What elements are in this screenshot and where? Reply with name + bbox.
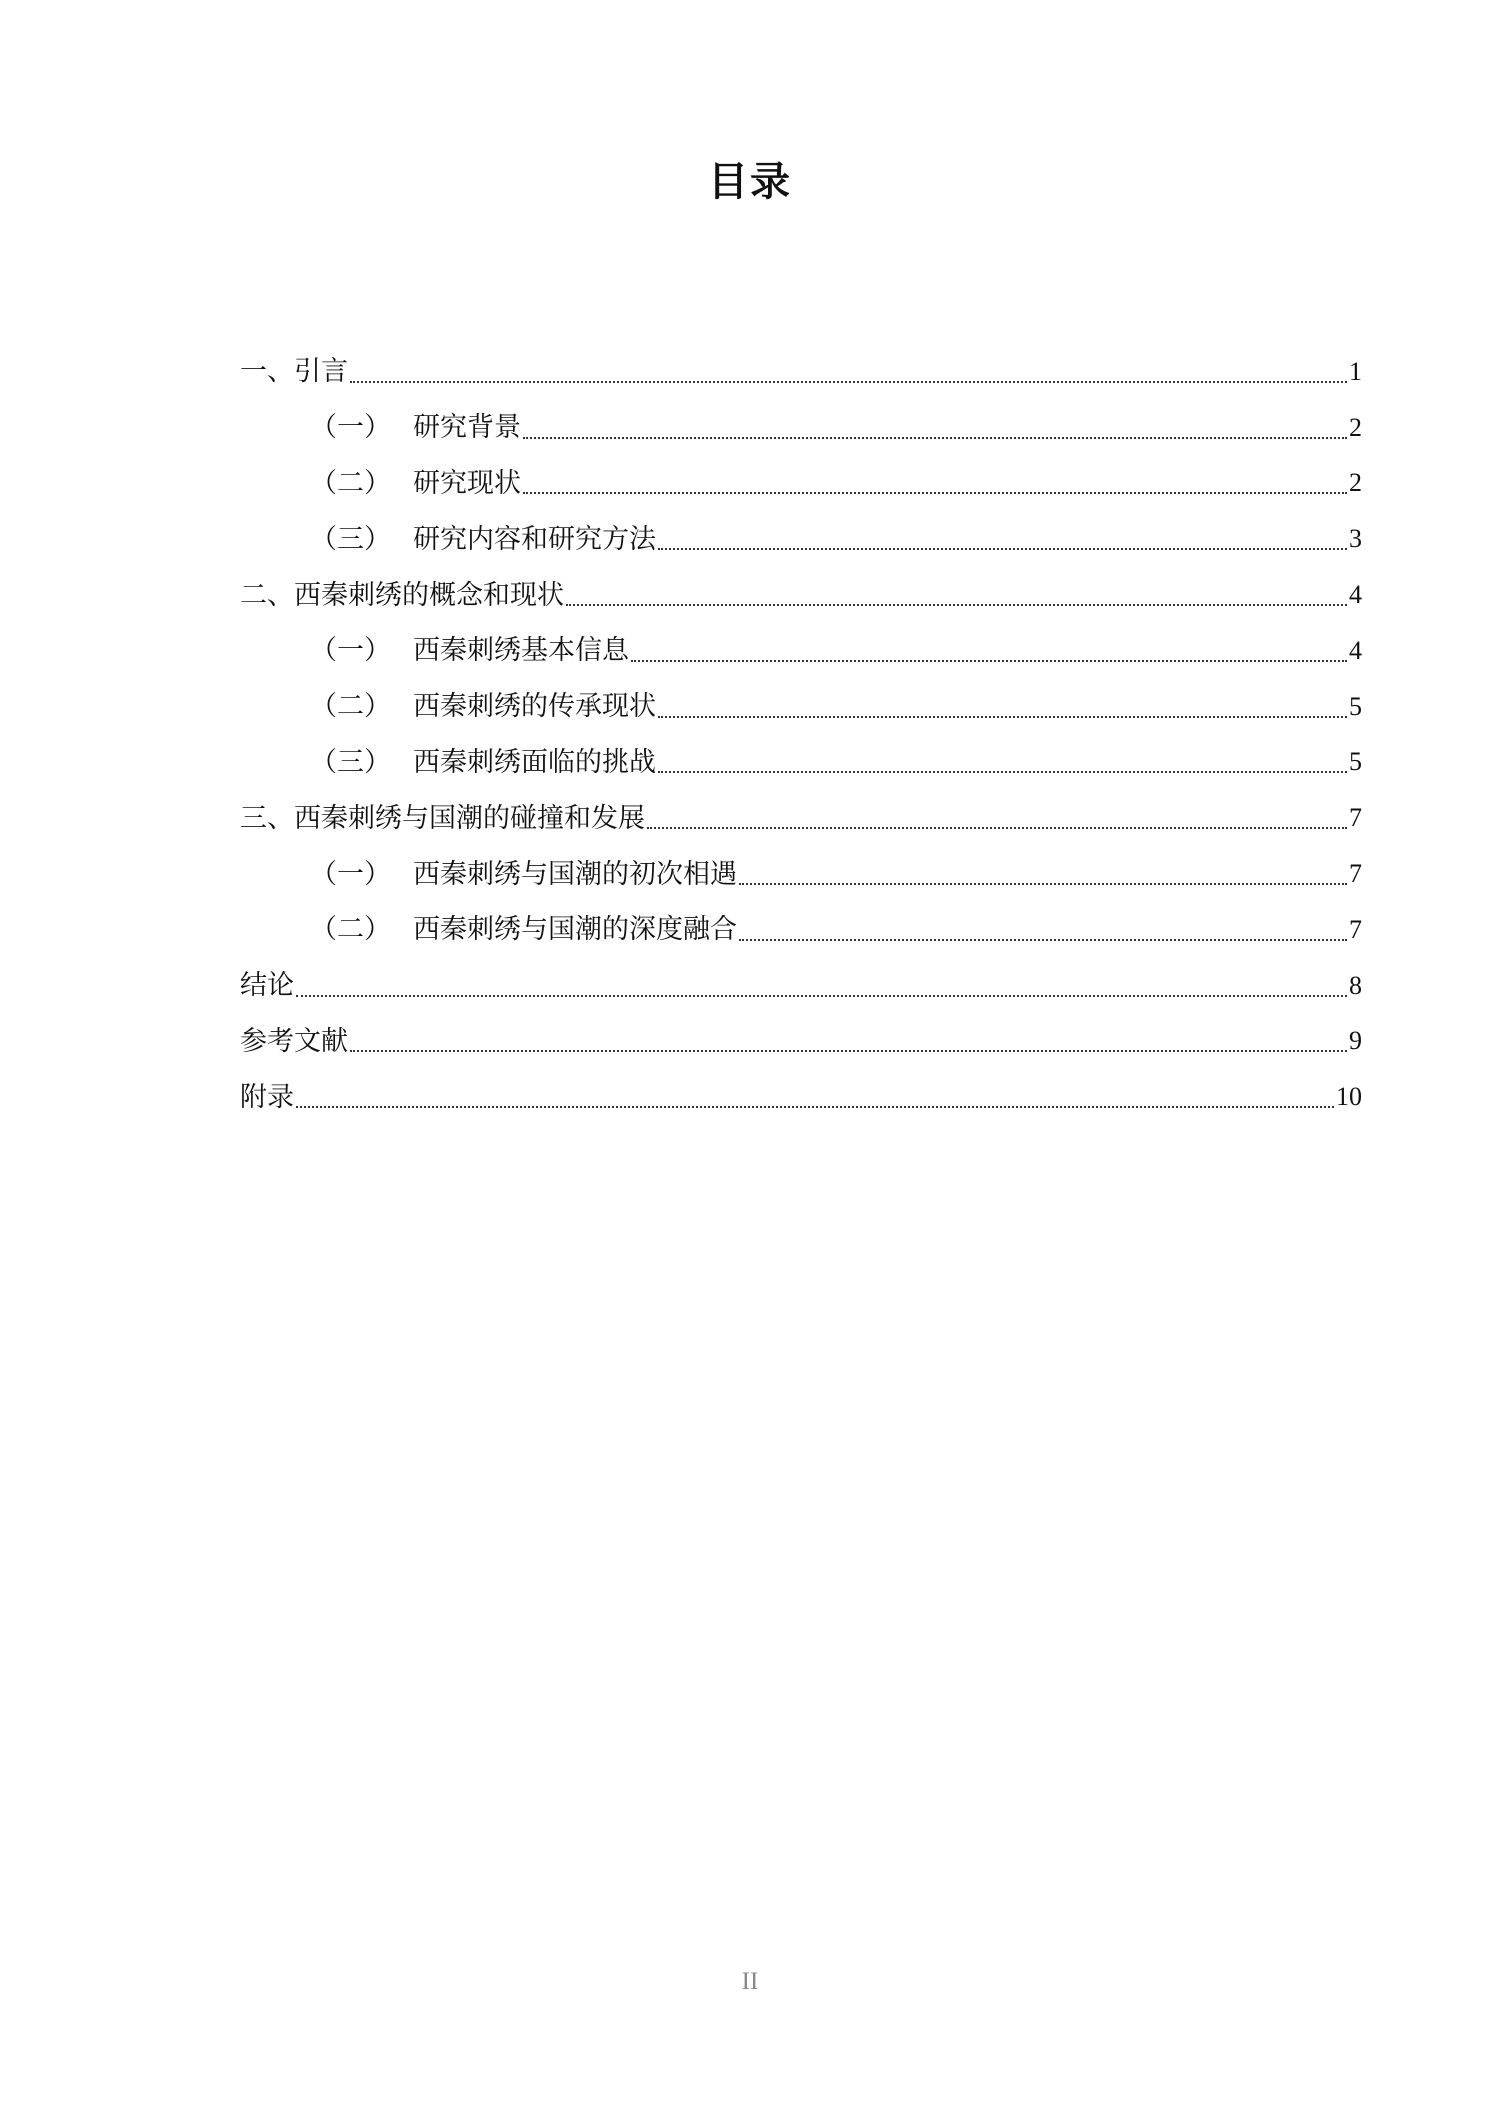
toc-entry-title: 研究内容和研究方法 [413,523,656,555]
toc-entry-marker: （二） [310,914,391,946]
dot-leader [658,548,1347,550]
toc-page-number: 5 [1349,747,1362,777]
toc-entry[interactable] [240,790,1362,846]
toc-entry-label [240,579,564,611]
dot-leader [739,883,1347,885]
toc-entry-label [240,1025,348,1057]
toc-page-number: 4 [1349,580,1362,610]
toc-entry-title: 参考文献 [240,1025,348,1057]
dot-leader [658,716,1347,718]
toc-entry-title: 三、西秦刺绣与国潮的碰撞和发展 [240,802,645,834]
toc-page-number: 7 [1349,859,1362,889]
page-title: 目录 [708,159,792,205]
toc-entry-title: 研究现状 [413,467,521,499]
toc-entry[interactable] [240,846,1362,902]
toc-entry-label [310,858,737,890]
toc-entry[interactable] [240,1069,1362,1125]
toc-entry-title: 西秦刺绣与国潮的初次相遇 [413,858,737,890]
toc-entry[interactable] [240,567,1362,623]
toc-entry-marker: （二） [310,467,391,499]
toc-page-number: 4 [1349,635,1362,665]
toc-entry[interactable] [240,400,1362,456]
toc-entry[interactable] [240,344,1362,400]
toc-page-number: 7 [1349,803,1362,833]
page-number-footer: II [741,1968,759,1995]
toc-entry-title: 研究背景 [413,412,521,444]
dot-leader [350,1050,1347,1052]
dot-leader [350,381,1347,383]
toc-entry-label [310,746,656,778]
toc-entry-label [310,914,737,946]
toc-entry-label [310,412,521,444]
toc-entry-label [310,467,521,499]
toc-entry-label [310,691,656,723]
toc-entry-marker: （一） [310,635,391,667]
dot-leader [523,437,1347,439]
toc-entry-marker: （一） [310,412,391,444]
toc-page-number: 1 [1349,356,1362,386]
toc-entry-label [310,635,629,667]
toc-entry[interactable] [240,958,1362,1014]
toc-entry-title: 二、西秦刺绣的概念和现状 [240,579,564,611]
toc-entry[interactable] [240,511,1362,567]
toc-entry-marker: （二） [310,691,391,723]
toc-entry[interactable] [240,456,1362,512]
toc-entry-title: 附录 [240,1081,294,1113]
toc-entry-title: 结论 [240,970,294,1002]
dot-leader [658,771,1347,773]
toc-entry[interactable] [240,1014,1362,1070]
dot-leader [566,604,1347,606]
dot-leader [296,1106,1334,1108]
toc-entry-label [240,970,294,1002]
toc-entry-label [310,523,656,555]
toc-entry-marker: （三） [310,746,391,778]
toc-entry-title: 西秦刺绣的传承现状 [413,691,656,723]
toc-entry-title: 西秦刺绣基本信息 [413,635,629,667]
toc-page-number: 2 [1349,412,1362,442]
toc-entry-marker: （一） [310,858,391,890]
dot-leader [647,827,1347,829]
toc-list [240,344,1362,1125]
toc-entry[interactable] [240,679,1362,735]
toc-page-number: 7 [1349,914,1362,944]
toc-entry-title: 西秦刺绣与国潮的深度融合 [413,914,737,946]
toc-page-number: 3 [1349,524,1362,554]
toc-entry-title: 西秦刺绣面临的挑战 [413,746,656,778]
toc-entry-label [240,1081,294,1113]
toc-page-number: 9 [1349,1026,1362,1056]
toc-entry-label [240,802,645,834]
toc-entry[interactable] [240,735,1362,791]
dot-leader [631,660,1347,662]
toc-page-number: 10 [1336,1082,1362,1112]
dot-leader [739,939,1347,941]
toc-page-number: 8 [1349,970,1362,1000]
toc-page-number: 5 [1349,691,1362,721]
toc-entry[interactable] [240,902,1362,958]
dot-leader [296,995,1347,997]
dot-leader [523,492,1347,494]
toc-entry-title: 一、引言 [240,356,348,388]
toc-entry-label [240,356,348,388]
toc-entry[interactable] [240,623,1362,679]
toc-page-number: 2 [1349,468,1362,498]
toc-entry-marker: （三） [310,523,391,555]
